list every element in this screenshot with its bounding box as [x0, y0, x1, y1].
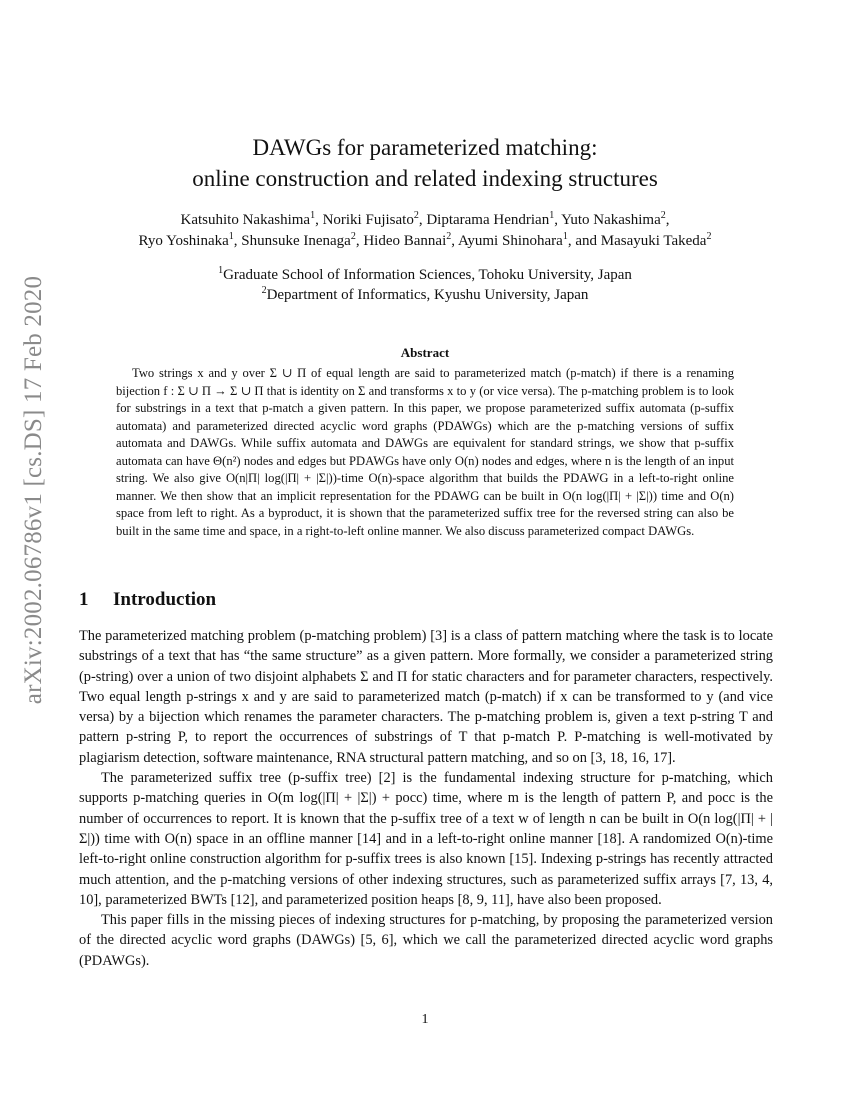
author	[601, 233, 712, 249]
author	[181, 212, 323, 228]
title-line-2: online construction and related indexing structures	[192, 166, 658, 191]
author	[363, 233, 458, 249]
author-separator: ,	[315, 212, 323, 228]
affiliation-1: $^1$Graduate School of Information Sciences, Tohoku University, Japan	[218, 265, 632, 283]
affiliation-2: $^2$Department of Informatics, Kyushu University, Japan	[261, 285, 589, 303]
arxiv-stamp: arXiv:2002.06786v1 [cs.DS] 17 Feb 2020	[20, 275, 47, 705]
author-affiliation-mark: 1	[310, 210, 316, 221]
author	[323, 212, 427, 228]
author	[139, 233, 242, 249]
author-affiliation-mark: 1	[228, 231, 234, 242]
author-list	[0, 210, 850, 252]
author-affiliation-mark: 2	[706, 231, 712, 242]
author	[458, 233, 601, 249]
section-title: Introduction	[113, 589, 217, 610]
author-name: Yuto Nakashima	[561, 212, 661, 228]
author-name: Hideo Bannai	[363, 233, 447, 249]
author-separator: , and	[567, 233, 601, 249]
author	[426, 212, 561, 228]
author-separator: ,	[355, 233, 364, 249]
author-separator: ,	[554, 212, 562, 228]
author-name: Diptarama Hendrian	[426, 212, 550, 228]
author-name: Katsuhito Nakashima	[180, 212, 311, 228]
author-line-2	[0, 231, 850, 252]
author-name: Shunsuke Inenaga	[241, 233, 351, 249]
title-line-1: DAWGs for parameterized matching:	[252, 135, 598, 160]
author-line-1	[0, 210, 850, 231]
paragraph: The parameterized suffix tree (p-suffix tree) [2] is the fundamental indexing structure for p-matching, which supports p-matching queries in O(m log(|Π| + |Σ|) + pocc) time, where m is the length of pattern P, and pocc is the number of occurrences to report. It is known that the p-suffix tree of a text w of length n can be built in O(n log(|Π| + |Σ|)) time with O(n) space in an offline manner [14] and in a left-to-right online manner [18]. A randomized O(n)-time left-to-right online construction algorithm for p-suffix trees is also known [15]. Indexing p-strings has recently attracted much attention, and the p-matching versions of other indexing structures, such as parameterized suffix arrays [7, 13, 4, 10], parameterized BWTs [12], and parameterized position heaps [8, 9, 11], have also been proposed.	[79, 770, 773, 908]
author-name: Ayumi Shinohara	[457, 233, 563, 249]
author-affiliation-mark: 2	[446, 231, 452, 242]
author-separator: ,	[418, 212, 427, 228]
author-name: Ryo Yoshinaka	[138, 233, 229, 249]
section-body	[79, 626, 773, 971]
author-separator: ,	[451, 233, 458, 249]
author-affiliation-mark: 1	[549, 210, 555, 221]
author-separator: ,	[233, 233, 242, 249]
section-number: 1	[79, 589, 89, 610]
author	[241, 233, 363, 249]
author-affiliation-mark: 2	[350, 231, 356, 242]
author-name: Noriki Fujisato	[322, 212, 414, 228]
author	[561, 212, 669, 228]
paper-title	[0, 132, 850, 194]
author-affiliation-mark: 1	[562, 231, 568, 242]
author-affiliation-mark: 2	[413, 210, 419, 221]
paragraph: The parameterized matching problem (p-matching problem) [3] is a class of pattern matching where the task is to locate substrings of a text that has “the same structure” as a given pattern. More formally, we consider a parameterized string (p-string) over a union of two disjoint alphabets Σ and Π for static characters and for parameter characters, respectively. Two equal length p-strings x and y are said to parameterized match (p-match) if x can be transformed to y (and vice versa) by a bijection which renames the parameter characters. The p-matching problem is, given a text p-string T and pattern p-string P, to report the occurrences of substrings of T that p-match P. P-matching is well-motivated by plagiarism detection, software maintenance, RNA structural pattern matching, and so on [3, 18, 16, 17].	[79, 628, 773, 766]
abstract-text: Two strings x and y over Σ ∪ Π of equal length are said to parameterized match (p-match) if there is a renaming bijection f : Σ ∪ Π → Σ ∪ Π that is identity on Σ and transforms x to y (or vice versa). The p-matching problem is to look for substrings in a text that p-match a given pattern. In this paper, we propose parameterized suffix automata (p-suffix automata) and parameterized directed acyclic word graphs (PDAWGs) which are the p-matching versions of suffix automata and DAWGs. While suffix automata and DAWGs are equivalent for standard strings, we show that p-suffix automata can have Θ(n²) nodes and edges but PDAWGs have only O(n) nodes and edges, where n is the length of an input string. We also give O(n|Π| log(|Π| + |Σ|))-time O(n)-space algorithm that builds the PDAWG in a left-to-right online manner. We then show that an implicit representation for the PDAWG can be built in O(n log(|Π| + |Σ|)) time and O(n) space from left to right. As a byproduct, it is shown that the parameterized suffix tree for the reversed string can also be built in the same time and space, in a right-to-left online manner. We also discuss parameterized compact DAWGs.	[116, 366, 734, 538]
paragraph: This paper fills in the missing pieces of indexing structures for p-matching, by proposing the parameterized version of the directed acyclic word graphs (DAWGs) [5, 6], which we call the parameterized directed acyclic word graphs (PDAWGs).	[79, 912, 773, 969]
author-separator: ,	[665, 212, 670, 228]
abstract-heading: Abstract	[400, 345, 450, 360]
author-name: Masayuki Takeda	[600, 233, 707, 249]
section-heading	[79, 589, 216, 611]
page-number: 1	[421, 1012, 429, 1027]
author-affiliation-mark: 2	[660, 210, 666, 221]
affiliation-list	[0, 265, 850, 305]
